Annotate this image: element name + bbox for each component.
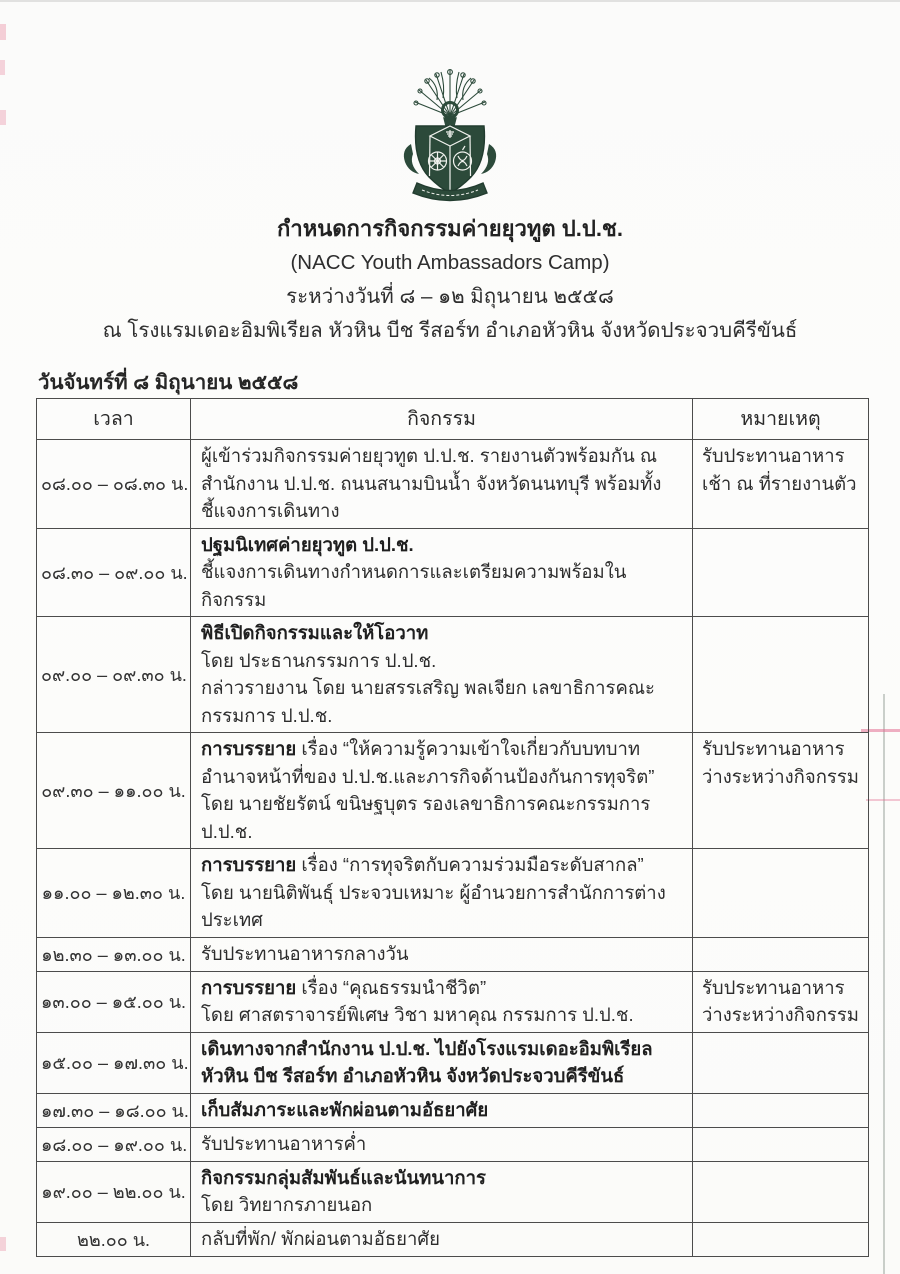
scan-artifact [883, 694, 885, 1274]
column-header-time: เวลา [37, 399, 191, 440]
time-cell: ๐๘.๐๐ – ๐๘.๓๐ น. [37, 440, 191, 529]
time-cell: ๑๓.๐๐ – ๑๕.๐๐ น. [37, 971, 191, 1032]
activity-line: กลับที่พัก/ พักผ่อนตามอัธยาศัย [201, 1227, 440, 1249]
activity-line: โดย ประธานกรรมการ ป.ป.ช. [201, 649, 437, 671]
time-cell: ๑๘.๐๐ – ๑๙.๐๐ น. [37, 1127, 191, 1161]
nacc-crest-logo [389, 66, 511, 213]
schedule-table [36, 398, 869, 1257]
time-cell: ๐๙.๐๐ – ๐๙.๓๐ น. [37, 617, 191, 733]
activity-line: โดย นายชัยรัตน์ ขนิษฐบุตร รองเลขาธิการคณะกรรมการ ป.ป.ช. [201, 793, 651, 842]
page-subtitle-en: (NACC Youth Ambassadors Camp) [290, 251, 610, 274]
table-row [37, 937, 869, 971]
remark-cell: รับประทานอาหารว่างระหว่างกิจกรรม [693, 733, 869, 849]
activity-cell [191, 971, 693, 1032]
activity-line: กล่าวรายงาน โดย นายสรรเสริญ พลเจียก เลขาธิการคณะกรรมการ ป.ป.ช. [201, 677, 655, 726]
remark-cell [693, 617, 869, 733]
remark-cell [693, 1032, 869, 1093]
time-cell: ๑๒.๓๐ – ๑๓.๐๐ น. [37, 937, 191, 971]
activity-line: เดินทางจากสำนักงาน ป.ป.ช. ไปยังโรงแรมเดอะอิมพิเรียล หัวหิน บีช รีสอร์ท อำเภอหัวหิน จังหวัดประจวบคีรีขันธ์ [201, 1037, 653, 1086]
remark-cell [693, 849, 869, 938]
remark-cell [693, 528, 869, 617]
scan-artifact [866, 799, 900, 801]
time-cell: ๒๒.๐๐ น. [37, 1222, 191, 1256]
table-row [37, 733, 869, 849]
time-cell: ๑๑.๐๐ – ๑๒.๓๐ น. [37, 849, 191, 938]
table-row [37, 1093, 869, 1127]
activity-cell [191, 937, 693, 971]
time-cell: ๑๙.๐๐ – ๒๒.๐๐ น. [37, 1161, 191, 1222]
nacc-crest-icon [389, 66, 511, 208]
scan-artifact [0, 24, 6, 40]
remark-cell [693, 1161, 869, 1222]
day-heading: วันจันทร์ที่ ๘ มิถุนายน ๒๕๕๘ [38, 371, 299, 394]
activity-cell [191, 440, 693, 529]
activity-line: การบรรยาย เรื่อง “ให้ความรู้ความเข้าใจเกี่ยวกับบทบาท อำนาจหน้าที่ของ ป.ป.ช.และภารกิจด้านป้องกันการทุจริต” [201, 738, 655, 787]
date-range-line: ระหว่างวันที่ ๘ – ๑๒ มิถุนายน ๒๕๕๘ [286, 285, 614, 308]
activity-cell [191, 1222, 693, 1256]
table-row [37, 440, 869, 529]
activity-line: โดย วิทยากรภายนอก [201, 1194, 373, 1215]
activity-line: โดย ศาสตราจารย์พิเศษ วิชา มหาคุณ กรรมการ ป.ป.ช. [201, 1004, 634, 1025]
table-row [37, 1032, 869, 1093]
table-row [37, 971, 869, 1032]
scan-artifact [0, 110, 6, 125]
remark-cell: รับประทานอาหารว่างระหว่างกิจกรรม [693, 971, 869, 1032]
table-row [37, 528, 869, 617]
scan-artifact [0, 1237, 6, 1251]
schedule-table-body [37, 440, 869, 1257]
table-row [37, 849, 869, 938]
activity-cell [191, 1032, 693, 1093]
remark-cell [693, 1222, 869, 1256]
column-header-activity: กิจกรรม [191, 399, 693, 440]
time-cell: ๑๗.๓๐ – ๑๘.๐๐ น. [37, 1093, 191, 1127]
scan-artifact [0, 0, 900, 2]
document-header [0, 212, 900, 348]
activity-cell [191, 1161, 693, 1222]
activity-cell [191, 1127, 693, 1161]
activity-line: การบรรยาย เรื่อง “คุณธรรมนำชีวิต” [201, 976, 487, 998]
activity-cell [191, 617, 693, 733]
activity-line: รับประทานอาหารกลางวัน [201, 942, 409, 964]
activity-cell [191, 528, 693, 617]
remark-cell [693, 1093, 869, 1127]
column-header-remark: หมายเหตุ [693, 399, 869, 440]
activity-line: การบรรยาย เรื่อง “การทุจริตกับความร่วมมือระดับสากล” [201, 854, 644, 875]
activity-line: โดย นายนิติพันธุ์ ประจวบเหมาะ ผู้อำนวยการสำนักการต่างประเทศ [201, 881, 666, 930]
activity-line: กิจกรรมกลุ่มสัมพันธ์และนันทนาการ [201, 1166, 486, 1188]
venue-line: ณ โรงแรมเดอะอิมพิเรียล หัวหิน บีช รีสอร์ท อำเภอหัวหิน จังหวัดประจวบคีรีขันธ์ [102, 319, 798, 342]
activity-cell [191, 849, 693, 938]
time-cell: ๐๙.๓๐ – ๑๑.๐๐ น. [37, 733, 191, 849]
activity-cell [191, 733, 693, 849]
table-header-row [37, 399, 869, 440]
remark-cell [693, 1127, 869, 1161]
activity-line: ปฐมนิเทศค่ายยุวทูต ป.ป.ช. [201, 533, 414, 555]
activity-line: ผู้เข้าร่วมกิจกรรมค่ายยุวทูต ป.ป.ช. รายงานตัวพร้อมกัน ณ สำนักงาน ป.ป.ช. ถนนสนามบินน้ำ จังหวัดนนทบุรี พร้อมทั้งชี้แจงการเดินทาง [201, 445, 662, 521]
page-title: กำหนดการกิจกรรมค่ายยุวทูต ป.ป.ช. [277, 216, 623, 241]
scan-artifact [0, 60, 5, 75]
activity-line: เก็บสัมภาระและพักผ่อนตามอัธยาศัย [201, 1098, 489, 1120]
remark-cell [693, 937, 869, 971]
table-row [37, 1222, 869, 1256]
activity-line: พิธีเปิดกิจกรรมและให้โอวาท [201, 622, 429, 643]
activity-cell [191, 1093, 693, 1127]
activity-line: รับประทานอาหารค่ำ [201, 1132, 367, 1154]
table-row [37, 1127, 869, 1161]
remark-cell: รับประทานอาหารเช้า ณ ที่รายงานตัว [693, 440, 869, 529]
table-row [37, 1161, 869, 1222]
table-row [37, 617, 869, 733]
time-cell: ๐๘.๓๐ – ๐๙.๐๐ น. [37, 528, 191, 617]
time-cell: ๑๕.๐๐ – ๑๗.๓๐ น. [37, 1032, 191, 1093]
activity-line: ชี้แจงการเดินทางกำหนดการและเตรียมความพร้อมในกิจกรรม [201, 561, 627, 610]
